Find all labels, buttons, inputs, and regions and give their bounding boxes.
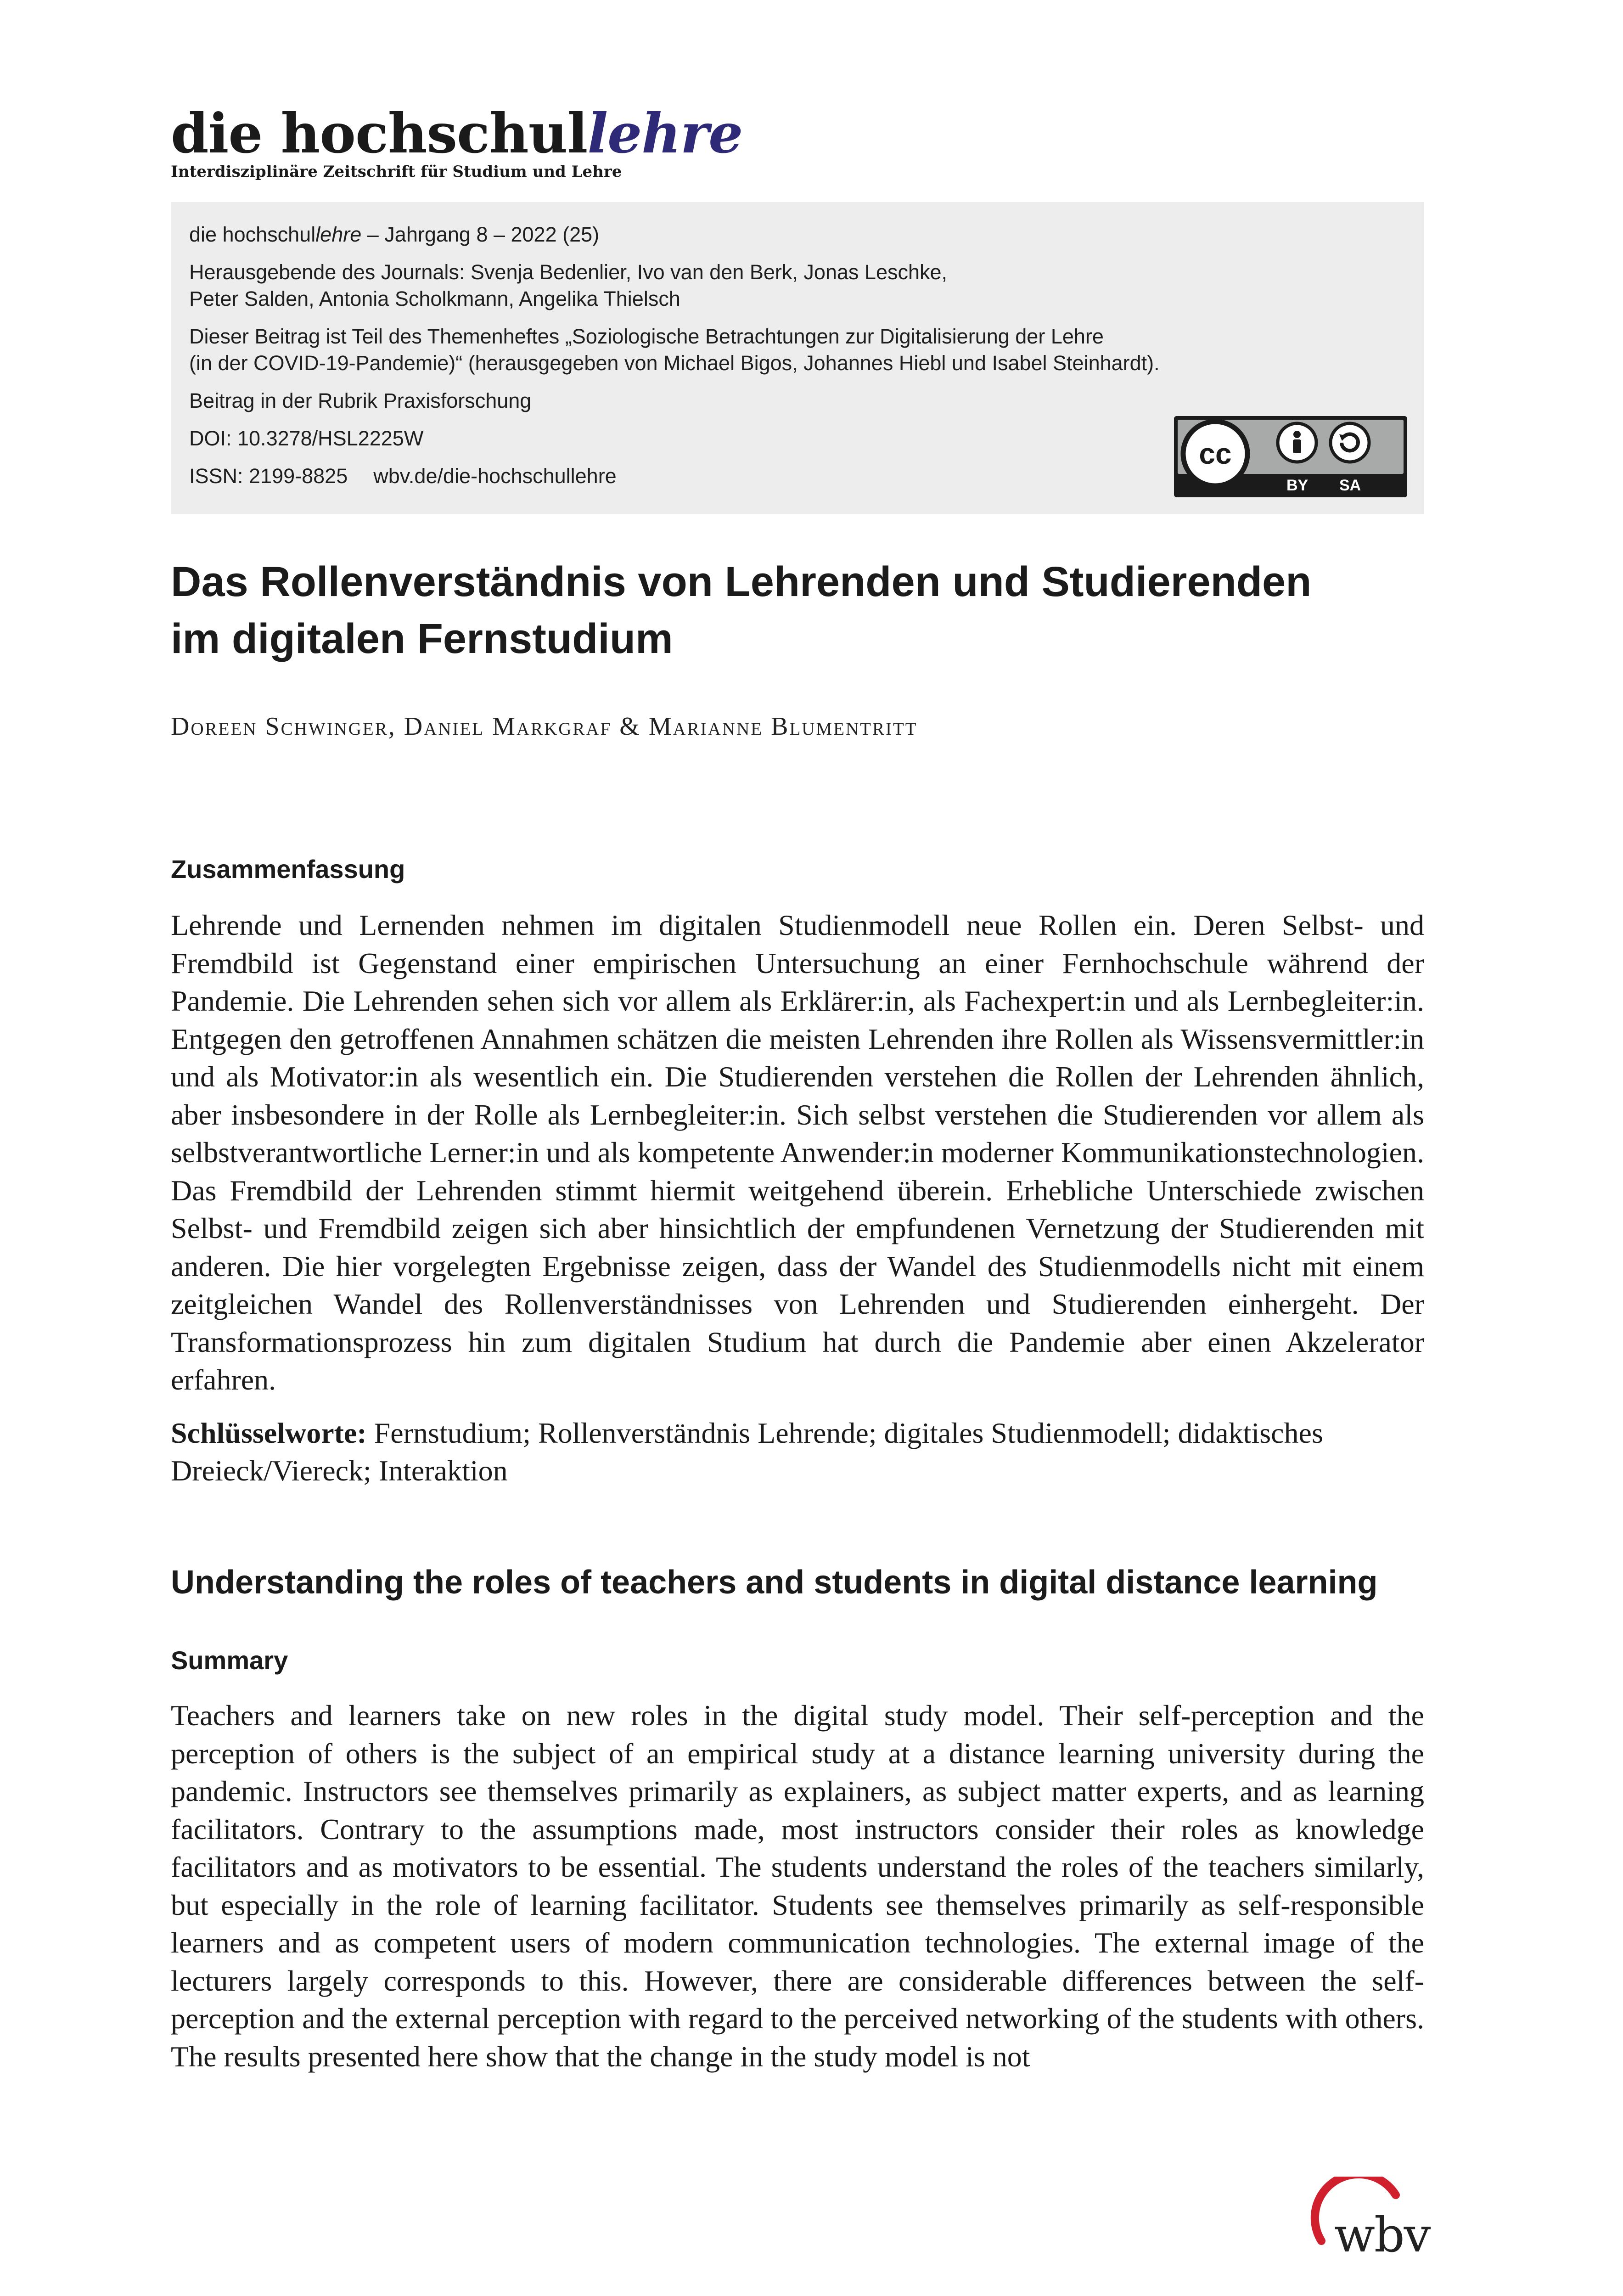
theme-line-2: (in der COVID-19-Pandemie)“ (herausgegeben von Michael Bigos, Johannes Hiebl und Isabel Steinhardt). [189,351,1160,375]
journal-masthead [171,101,743,181]
cc-by-sa-license-badge[interactable] [1174,416,1407,497]
doi-link[interactable]: DOI: 10.3278/HSL2225W [189,427,424,450]
license-by-label: BY [1286,477,1309,494]
keywords-label: Schlüsselworte: [171,1417,367,1449]
license-labels [1174,475,1407,496]
journal-volume-line [189,221,1408,248]
publisher-logo [1309,2177,1432,2263]
attribution-icon [1278,423,1316,462]
editors-line-2: Peter Salden, Antonia Scholkmann, Angelika Thielsch [189,287,680,310]
issn: ISSN: 2199-8825 [189,464,348,488]
abstract-german: Lehrende und Lernenden nehmen im digitalen Studienmodell neue Rollen ein. Deren Selbst- und Fremdbild ist Gegenstand einer empirischen Untersuchung an einer Fernhochschule während der Pandemie. Die Lehrenden sehen sich vor allem als Erklärer:in, als Fachexpert:in und als Lernbegleiter:in. Entgegen den getroffenen Annahmen schätzen die meisten Lehrenden ihre Rollen als Wissensvermittler:in und als Motivator:in als wesentlich ein. Die Studierenden verstehen die Rollen der Lehrenden ähnlich, aber insbesondere in der Rolle als Lernbegleiter:in. Sich selbst verstehen die Studierenden vor allem als selbstverantwortliche Lerner:in und als kompetente Anwender:in moderner Kommunikationstechnologien. Das Fremdbild der Lehrenden stimmt hiermit weitgehend überein. Erhebliche Unterschiede zwischen Selbst- und Fremdbild zeigen sich aber hinsichtlich der empfundenen Vernetzung der Studierenden mit anderen. Die hier vorgelegten Ergebnisse zeigen, dass der Wandel des Studienmodells nicht mit einem zeitgleichen Wandel des Rollenverständnisses von Lehrenden und Studierenden einhergeht. Der Transformationsprozess hin zum digitalen Studium hat durch die Pandemie aber einen Akzelerator erfahren. [171,909,1424,1396]
english-title: Understanding the roles of teachers and students in digital distance learning [171,1564,1378,1601]
rubric: Beitrag in der Rubrik Praxisforschung [189,389,532,412]
abstract-english: Teachers and learners take on new roles in the digital study model. Their self-perception and the perception of others is the subject of an empirical study at a distance learning university during the pandemic. Instructors see themselves primarily as explainers, as subject matter experts, and as learning facilitators. Contrary to the assumptions made, most instructors consider their roles as knowledge facilitators and as motivators to be essential. The students understand the roles of the teachers similarly, but especially in the role of learning facilitator. Students see themselves primarily as self-responsible learners and as competent users of modern communication technologies. The external image of the lecturers largely corresponds to this. However, there are considerable differences between the self-perception and the external perception with regard to the perceived networking of the students with others. The results presented here show that the change in the study model is not [171,1699,1424,2073]
journal-subtitle: Interdisziplinäre Zeitschrift für Studium und Lehre [171,163,622,181]
theme-issue-note [189,323,1408,377]
keywords [171,1414,1424,1490]
publisher-logo-text: wbv [1334,2207,1430,2263]
article-title-line-2: im digitalen Fernstudium [171,615,673,662]
share-alike-icon [1331,423,1369,462]
website-link[interactable]: wbv.de/die-hochschullehre [373,464,617,488]
volume-journal-plain: die hochschul [189,223,316,246]
journal-logo [171,101,743,165]
journal-logo-italic: lehre [587,101,743,165]
editors [189,259,1408,312]
editors-line-1: Herausgebende des Journals: Svenja Bedenlier, Ivo van den Berk, Jonas Leschke, [189,260,948,284]
keywords-list: Fernstudium; Rollenverständnis Lehrende; digitales Studienmodell; didaktisches Dreieck/Viereck; Interaktion [171,1417,1323,1487]
summary-heading: Summary [171,1646,288,1675]
article-title-line-1: Das Rollenverständnis von Lehrenden und Studierenden [171,558,1312,605]
license-sa-label: SA [1339,477,1361,494]
volume-info: – Jahrgang 8 – 2022 (25) [361,223,600,246]
authors: Doreen Schwinger, Daniel Markgraf & Marianne Blumentritt [171,712,918,741]
abstract-heading-german: Zusammenfassung [171,855,405,884]
journal-logo-plain: die hochschul [171,101,588,165]
article-title [171,553,1456,667]
cc-icon-text: cc [1199,437,1232,470]
volume-journal-italic: lehre [315,223,362,246]
theme-line-1: Dieser Beitrag ist Teil des Themenheftes „Soziologische Betrachtungen zur Digitalisierung der Lehre [189,325,1104,348]
